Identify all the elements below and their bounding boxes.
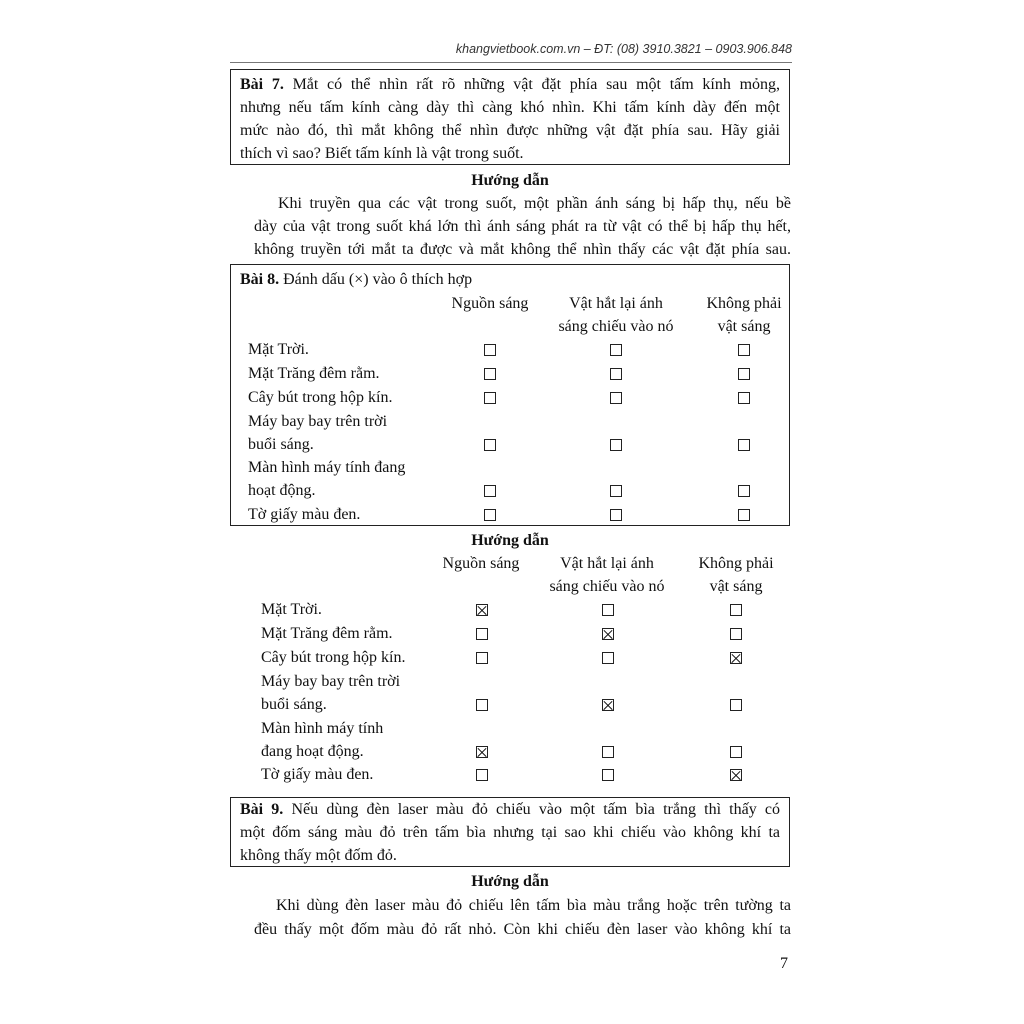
- answer-8-row-label: Cây bút trong hộp kín.: [261, 649, 406, 666]
- exercise-8-row-label-cont: buổi sáng.: [248, 436, 314, 453]
- page-number: 7: [780, 955, 788, 972]
- answer-column-header-reflector-1: Vật hắt lại ánh: [560, 555, 654, 572]
- exercise-8-row-label: Cây bút trong hộp kín.: [248, 389, 393, 406]
- exercise-8-checkbox[interactable]: [738, 509, 750, 521]
- answer-8-checkbox: [730, 628, 742, 640]
- exercise-9-line-1: Bài 9. Nếu dùng đèn laser màu đỏ chiếu vào một tấm bìa trắng thì thấy có: [240, 801, 781, 818]
- exercise-8-checkbox[interactable]: [484, 509, 496, 521]
- exercise-9-line-2: một đốm sáng màu đỏ trên tấm bìa nhưng tại sao khi chiếu vào không khí ta: [240, 824, 780, 841]
- answer-8-checkbox: [602, 746, 614, 758]
- answer-8-checkbox: [476, 652, 488, 664]
- answer-8-checkbox: [602, 769, 614, 781]
- exercise-8-checkbox[interactable]: [484, 485, 496, 497]
- exercise-8-checkbox[interactable]: [610, 509, 622, 521]
- exercise-8-checkbox[interactable]: [738, 344, 750, 356]
- guide-8-title: Hướng dẫn: [471, 532, 549, 549]
- exercise-7-line-1: Bài 7. Mắt có thể nhìn rất rõ những vật đặt phía sau một tấm kính mỏng,: [240, 76, 781, 93]
- answer-8-checkbox: [730, 746, 742, 758]
- exercise-7-line-2: nhưng nếu tấm kính càng dày thì càng khó nhìn. Khi tấm kính dày đến một: [240, 99, 780, 116]
- guide-9-line-2: đều thấy một đốm màu đỏ rất nhỏ. Còn khi chiếu đèn laser vào không khí ta: [254, 921, 791, 938]
- answer-8-checkbox-checked: [730, 652, 742, 664]
- answer-8-checkbox-checked: [602, 628, 614, 640]
- answer-8-checkbox: [730, 604, 742, 616]
- guide-9-title: Hướng dẫn: [471, 873, 549, 890]
- answer-column-header-light-source: Nguồn sáng: [442, 555, 520, 572]
- exercise-8-label: Bài 8.: [240, 271, 280, 288]
- answer-8-row-label: Mặt Trời.: [261, 601, 322, 618]
- answer-8-row-label: Mặt Trăng đêm rằm.: [261, 625, 393, 642]
- guide-7-line-2: dày của vật trong suốt khá lớn thì ánh sáng phát ra từ vật có thể bị hấp thụ hết,: [254, 218, 791, 235]
- answer-8-checkbox: [602, 604, 614, 616]
- answer-8-row-label: Máy bay bay trên trời: [261, 673, 401, 690]
- answer-column-header-not-light-1: Không phải: [698, 555, 774, 572]
- column-header-not-light-1: Không phải: [706, 295, 782, 312]
- answer-8-checkbox: [602, 652, 614, 664]
- exercise-8-checkbox[interactable]: [738, 439, 750, 451]
- exercise-9-line-3: không thấy một đốm đỏ.: [240, 847, 397, 864]
- answer-column-header-not-light-2: vật sáng: [709, 578, 763, 595]
- guide-7-line-1: Khi truyền qua các vật trong suốt, một phần ánh sáng bị hấp thụ, nếu bề: [278, 195, 791, 212]
- answer-8-checkbox: [476, 628, 488, 640]
- column-header-reflector-1: Vật hắt lại ánh: [569, 295, 663, 312]
- answer-8-checkbox: [476, 699, 488, 711]
- answer-8-row-label: Tờ giấy màu đen.: [261, 766, 374, 783]
- exercise-8-row-label: Tờ giấy màu đen.: [248, 506, 361, 523]
- exercise-7-line-3: mức nào đó, thì mắt không thể nhìn được những vật đặt phía sau. Hãy giải: [240, 122, 780, 139]
- exercise-8-row-label: Màn hình máy tính đang: [248, 459, 406, 476]
- exercise-8-checkbox[interactable]: [610, 485, 622, 497]
- guide-7-title: Hướng dẫn: [471, 172, 549, 189]
- answer-8-row-label-cont: buổi sáng.: [261, 696, 327, 713]
- column-header-light-source: Nguồn sáng: [451, 295, 529, 312]
- answer-8-checkbox: [476, 769, 488, 781]
- answer-8-checkbox: [730, 699, 742, 711]
- exercise-7-line-4: thích vì sao? Biết tấm kính là vật trong suốt.: [240, 145, 524, 162]
- answer-column-header-reflector-2: sáng chiếu vào nó: [549, 578, 665, 595]
- exercise-8-checkbox[interactable]: [738, 392, 750, 404]
- exercise-8-checkbox[interactable]: [484, 439, 496, 451]
- answer-8-checkbox-checked: [602, 699, 614, 711]
- exercise-8-checkbox[interactable]: [484, 392, 496, 404]
- exercise-8-checkbox[interactable]: [738, 368, 750, 380]
- exercise-7-label: Bài 7.: [240, 76, 284, 93]
- exercise-8-row-label-cont: hoạt động.: [248, 482, 316, 499]
- page-header: khangvietbook.com.vn – ĐT: (08) 3910.3821 – 0903.906.848: [230, 42, 792, 63]
- column-header-reflector-2: sáng chiếu vào nó: [558, 318, 674, 335]
- exercise-8-row-label: Máy bay bay trên trời: [248, 413, 388, 430]
- exercise-8-prompt: Bài 8. Đánh dấu (×) vào ô thích hợp: [240, 271, 473, 288]
- exercise-8-checkbox[interactable]: [610, 368, 622, 380]
- answer-8-checkbox-checked: [730, 769, 742, 781]
- guide-7-line-3: không truyền tới mắt ta được và mắt không thể nhìn thấy các vật đặt phía sau.: [254, 241, 791, 258]
- answer-8-checkbox-checked: [476, 604, 488, 616]
- exercise-8-checkbox[interactable]: [610, 392, 622, 404]
- answer-8-row-label-cont: đang hoạt động.: [261, 743, 364, 760]
- guide-9-line-1: Khi dùng đèn laser màu đỏ chiếu lên tấm bìa màu trắng hoặc trên tường ta: [276, 897, 791, 914]
- answer-8-row-label: Màn hình máy tính: [261, 720, 384, 737]
- column-header-not-light-2: vật sáng: [717, 318, 771, 335]
- exercise-8-row-label: Mặt Trăng đêm rằm.: [248, 365, 380, 382]
- exercise-8-checkbox[interactable]: [484, 344, 496, 356]
- exercise-9-label: Bài 9.: [240, 801, 284, 818]
- exercise-8-checkbox[interactable]: [484, 368, 496, 380]
- exercise-8-checkbox[interactable]: [610, 344, 622, 356]
- exercise-8-checkbox[interactable]: [610, 439, 622, 451]
- exercise-8-checkbox[interactable]: [738, 485, 750, 497]
- exercise-8-row-label: Mặt Trời.: [248, 341, 309, 358]
- answer-8-checkbox-checked: [476, 746, 488, 758]
